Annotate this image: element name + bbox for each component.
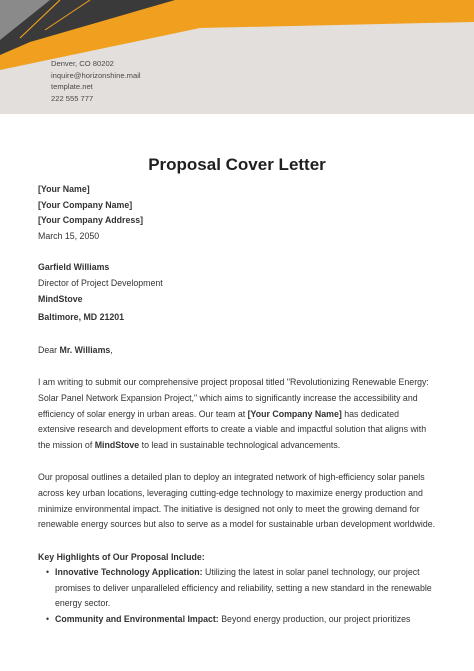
highlight-item xyxy=(46,565,438,612)
salutation-prefix: Dear xyxy=(38,344,60,355)
intro-paragraph xyxy=(38,375,438,453)
sender-name: [Your Name] xyxy=(38,184,90,194)
intro-recipient-company: MindStove xyxy=(94,439,140,450)
highlight-label: Community and Environmental Impact: xyxy=(55,614,219,625)
highlight-item xyxy=(46,612,438,628)
contact-website[interactable]: template.net xyxy=(51,82,93,92)
plan-paragraph: Our proposal outlines a detailed plan to deploy an integrated network of high-efficiency solar panels across key urban locations, leveraging cutting-edge technology to maximize energy production and minimize environmental impact. The initiative is designed not only to meet the growing demand for renewable energy sources but also to serve as a model for sustainable urban development worldwide. xyxy=(38,472,436,530)
letterhead-header xyxy=(0,0,474,114)
contact-address: Denver, CO 80202 xyxy=(51,59,114,68)
sender-address: [Your Company Address] xyxy=(38,215,144,226)
page-title: Proposal Cover Letter xyxy=(148,155,326,174)
intro-text-2: has dedicated extensive research and development efforts to create a viable and impactful solution that aligns with the mission of xyxy=(38,408,427,450)
highlights-heading: Key Highlights of Our Proposal Include: xyxy=(38,551,205,562)
recipient-company: MindStove xyxy=(38,293,83,304)
salutation-suffix: , xyxy=(110,344,113,355)
contact-phone: 222 555 777 xyxy=(51,93,94,103)
salutation-name: Mr. Williams xyxy=(59,344,111,355)
contact-email[interactable]: inquire@horizonshine.mail xyxy=(51,70,141,80)
recipient-title: Director of Project Development xyxy=(38,277,163,288)
highlight-text: Beyond energy production, our project prioritizes xyxy=(218,614,411,625)
intro-company: [Your Company Name] xyxy=(247,408,342,419)
intro-text-1: I am writing to submit our comprehensive project proposal titled "Revolutionizing Renewable Energy: Solar Panel Network Expansion Project," which aims to significantly increase the accessibility and efficiency of solar energy in urban areas. Our team at xyxy=(38,377,429,419)
highlight-text: Utilizing the latest in solar panel technology, our project promises to deliver unparalleled efficiency and reliability, setting a new standard in the renewable energy sector. xyxy=(55,567,432,609)
recipient-city: Baltimore, MD 21201 xyxy=(38,312,125,323)
recipient-name: Garfield Williams xyxy=(38,262,110,273)
intro-text-3: to lead in sustainable technological advancements. xyxy=(139,439,341,450)
letter-date: March 15, 2050 xyxy=(38,230,100,241)
letter-body xyxy=(38,182,438,628)
sender-company: [Your Company Name] xyxy=(38,199,133,210)
highlight-label: Innovative Technology Application: xyxy=(55,567,203,578)
salutation xyxy=(38,343,438,359)
highlights-list xyxy=(38,565,438,627)
contact-block xyxy=(51,58,141,104)
